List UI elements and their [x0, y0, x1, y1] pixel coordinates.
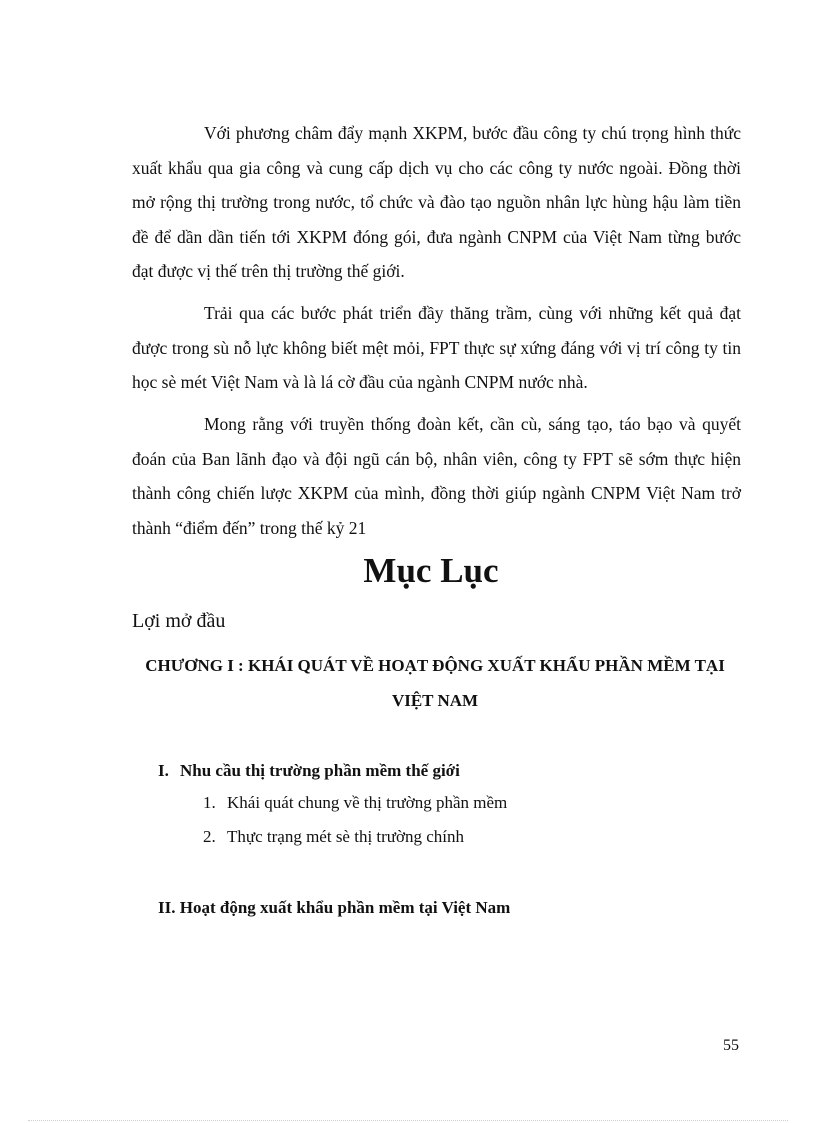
- body-paragraph-2: Trải qua các bước phát triển đầy thăng trầm, cùng với những kết quả đạt được trong sù nỗ lực không biết mệt mỏi, FPT thực sự xứng đáng với vị trí công ty tin học sè mét Việt Nam và là lá cờ đầu của ngành CNPM nước nhà.: [132, 303, 741, 392]
- toc-item-2-text: Thực trạng mét sè thị trường chính: [227, 827, 465, 846]
- toc-title: Mục Lục: [363, 551, 499, 590]
- toc-section-1-number: I.: [158, 761, 169, 780]
- page-number: 55: [723, 1037, 739, 1054]
- toc-section-1-title: Nhu cầu thị trường phần mềm thế giới: [180, 761, 460, 780]
- body-paragraph-1: Với phương châm đẩy mạnh XKPM, bước đầu công ty chú trọng hình thức xuất khẩu qua gia công và cung cấp dịch vụ cho các công ty nước ngoài. Đồng thời mở rộng thị trường trong nước, tổ chức và đào tạo nguồn nhân lực hùng hậu làm tiền đề để dần dần tiến tới XKPM đóng gói, đưa ngành CNPM của Việt Nam từng bước đạt được vị thế trên thị trường thế giới.: [132, 123, 741, 281]
- toc-item-1-text: Khái quát chung về thị trường phần mềm: [227, 793, 508, 812]
- toc-item-1-number: 1.: [203, 793, 216, 812]
- toc-section-1: [158, 758, 460, 784]
- page-bottom-divider: [28, 1120, 788, 1121]
- toc-section-2: II. Hoạt động xuất khẩu phần mềm tại Việt Nam: [158, 898, 511, 917]
- toc-chapter-heading: CHƯƠNG I : KHÁI QUÁT VỀ HOẠT ĐỘNG XUẤT KHẨU PHẦN MỀM TẠI VIỆT NAM: [145, 656, 725, 710]
- toc-item-1: [203, 790, 507, 816]
- toc-item-2-number: 2.: [203, 827, 216, 846]
- toc-intro: Lợi mở đầu: [132, 610, 226, 632]
- body-paragraph-3: Mong rằng với truyền thống đoàn kết, cần cù, sáng tạo, táo bạo và quyết đoán của Ban lãnh đạo và đội ngũ cán bộ, nhân viên, công ty FPT sẽ sớm thực hiện thành công chiến lược XKPM của mình, đồng thời giúp ngành CNPM Việt Nam trở thành “điểm đến” trong thế kỷ 21: [132, 414, 741, 538]
- toc-item-2: [203, 824, 464, 850]
